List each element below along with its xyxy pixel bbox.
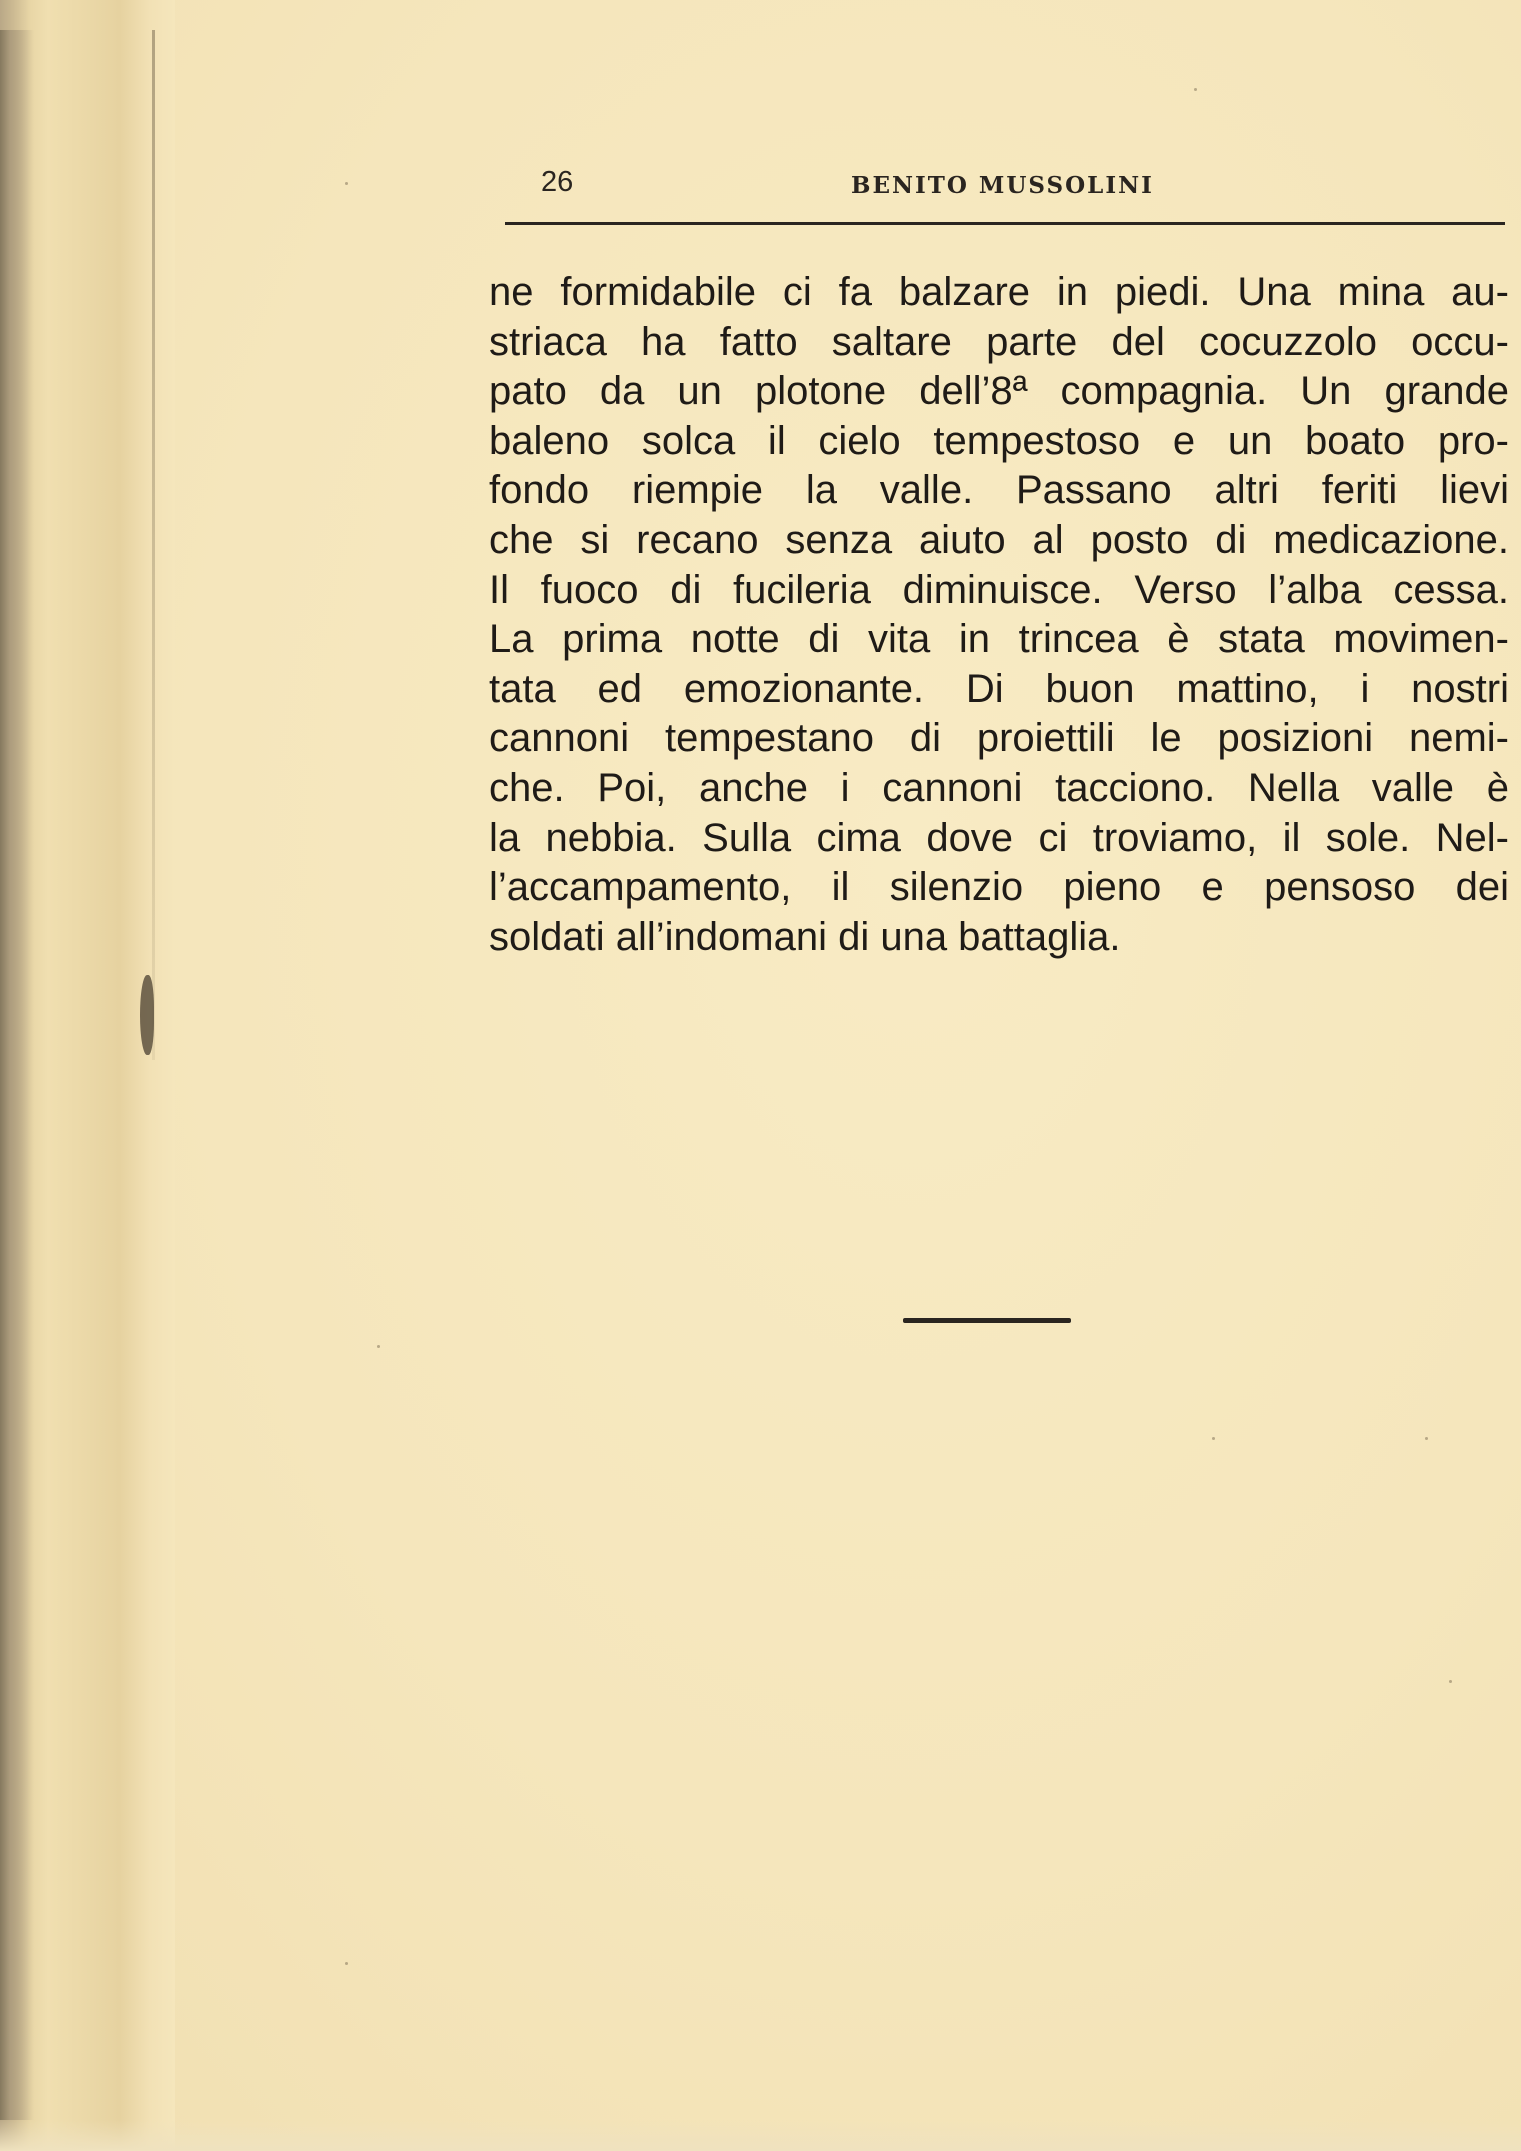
text-line-last: soldati all’indomani di una battaglia. [489,914,1121,959]
text-line: che. Poi, anche i cannoni tacciono. Nella valle è [489,765,1509,810]
paper-speck [345,182,348,185]
text-line: Il fuoco di fucileria diminuisce. Verso l’alba cessa. [489,567,1509,612]
text-line: La prima notte di vita in trincea è stata movimen- [489,617,1509,662]
page-number: 26 [541,166,574,198]
book-spine-shadow [0,0,175,2151]
section-end-rule [903,1318,1071,1323]
binding-mark [140,975,154,1055]
text-line: striaca ha fatto saltare parte del cocuzzolo occu- [489,319,1509,364]
text-line: l’accampamento, il silenzio pieno e pensoso dei [489,865,1509,910]
paper-speck [1425,1437,1428,1440]
header-rule [505,222,1505,225]
text-line: fondo riempie la valle. Passano altri feriti lievi [489,468,1509,513]
paper-speck [1212,1437,1215,1440]
text-line: pato da un plotone dell’8ª compagnia. Un grande [489,369,1509,414]
text-line: che si recano senza aiuto al posto di medicazione. [489,517,1509,562]
text-line: tata ed emozionante. Di buon mattino, i nostri [489,666,1509,711]
paper-speck [345,1962,348,1965]
text-line: baleno solca il cielo tempestoso e un boato pro- [489,418,1509,463]
spine-edge [0,30,34,2120]
spine-crease [152,30,155,1060]
paper-speck [377,1345,380,1348]
paper-speck [1194,88,1197,91]
text-line: cannoni tempestano di proiettili le posizioni nemi- [489,716,1509,761]
text-line: ne formidabile ci fa balzare in piedi. Una mina au- [489,270,1509,314]
page-bottom-edge [0,2120,1521,2151]
running-title: BENITO MUSSOLINI [851,172,1154,199]
page-header [505,162,1505,210]
text-line: la nebbia. Sulla cima dove ci troviamo, il sole. Nel- [489,815,1509,860]
body-text [489,268,1509,962]
paper-speck [1449,1680,1452,1683]
